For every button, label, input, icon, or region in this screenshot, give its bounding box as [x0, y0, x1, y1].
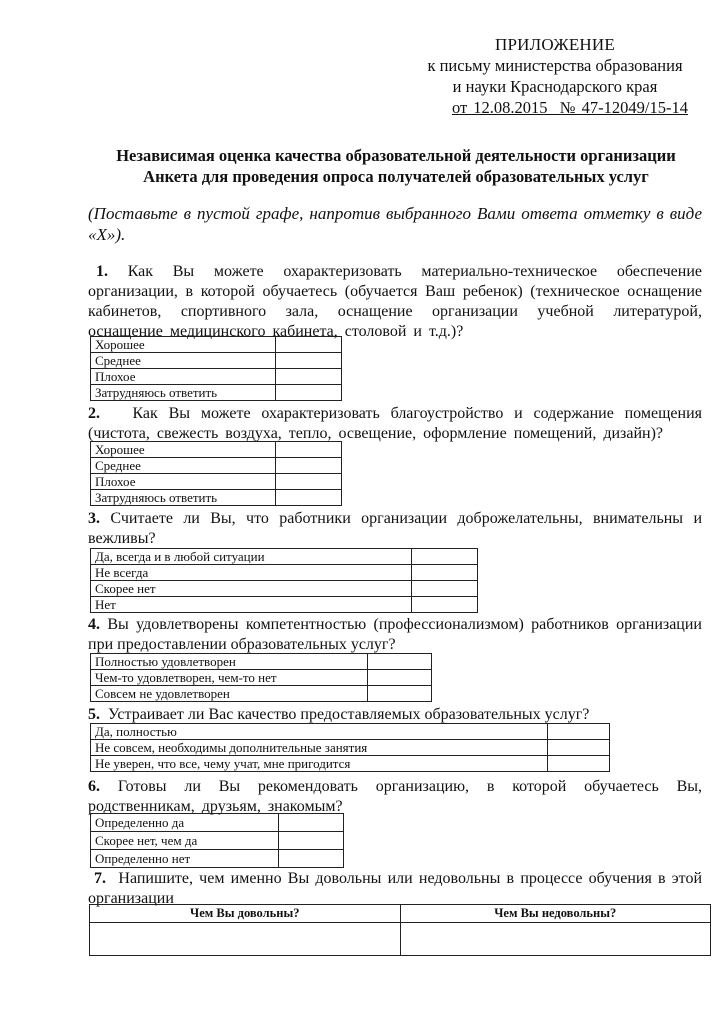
question-text: Готовы ли Вы рекомендовать организацию, в которой обучаетесь Вы, родственникам, друзьям, знакомым? [88, 778, 702, 815]
attachment-line-1: к письму министерства образования [427, 56, 683, 75]
answer-box[interactable] [279, 814, 344, 832]
question-text: Считаете ли Вы, что работники организации доброжелательны, внимательны и вежливы? [88, 510, 703, 547]
header-row [90, 905, 711, 923]
column-header-dissatisfied: Чем Вы недовольны? [400, 905, 711, 923]
answer-box[interactable] [368, 686, 432, 702]
option-row [91, 814, 344, 832]
option-row [91, 756, 610, 772]
answer-box[interactable] [412, 549, 478, 565]
question-text: Напишите, чем именно Вы довольны или недовольны в процессе обучения в этой организации [88, 870, 703, 907]
answer-box[interactable] [276, 442, 342, 458]
option-row [91, 490, 342, 506]
option-label: Скорее нет [91, 581, 412, 597]
option-row [91, 670, 432, 686]
instruction-text: (Поставьте в пустой графе, напротив выбранного Вами ответа отметку в виде «Х»). [88, 204, 702, 244]
option-row [91, 565, 478, 581]
question-text: Устраивает ли Вас качество предоставляемых образовательных услуг? [108, 706, 590, 723]
option-label: Не всегда [91, 565, 412, 581]
option-label: Чем-то удовлетворен, чем-то нет [91, 670, 368, 686]
question-number: 1. [96, 263, 108, 280]
answer-box[interactable] [412, 581, 478, 597]
answer-box[interactable] [276, 474, 342, 490]
option-row [91, 369, 342, 385]
option-row [91, 832, 344, 850]
question-text: Как Вы можете охарактеризовать благоустройство и содержание помещения (чистота, свежесть воздуха, тепло, освещение, оформление помещений, дизайн)? [88, 405, 702, 442]
answer-box[interactable] [548, 756, 610, 772]
answer-row [90, 923, 711, 956]
question-1-options [90, 336, 342, 401]
attachment-reference: от 12.08.2015 № 47-12049/15-14 [451, 98, 688, 117]
option-row [91, 740, 610, 756]
question-6-options [90, 813, 344, 868]
document-title [86, 145, 706, 187]
option-label: Хорошее [91, 337, 276, 353]
question-number: 5. [88, 706, 100, 723]
option-label: Определенно нет [91, 850, 279, 868]
answer-box[interactable] [276, 385, 342, 401]
answer-box[interactable] [548, 724, 610, 740]
question-3-options [90, 548, 478, 613]
question-number: 2. [88, 405, 100, 422]
question-7-table [89, 904, 711, 956]
question-2-options [90, 441, 342, 506]
option-label: Плохое [91, 369, 276, 385]
option-label: Затрудняюсь ответить [91, 385, 276, 401]
answer-box[interactable] [276, 490, 342, 506]
question-5 [88, 705, 702, 725]
option-label: Не совсем, необходимы дополнительные занятия [91, 740, 548, 756]
question-number: 4. [88, 616, 100, 633]
answer-box[interactable] [276, 458, 342, 474]
question-1 [88, 262, 702, 342]
attachment-line-2: и науки Краснодарского края [452, 77, 658, 96]
option-row [91, 850, 344, 868]
answer-box[interactable] [276, 337, 342, 353]
question-number: 3. [88, 510, 100, 527]
option-row [91, 686, 432, 702]
question-number: 7. [94, 870, 106, 887]
question-4 [88, 615, 702, 654]
option-row [91, 724, 610, 740]
option-row [91, 442, 342, 458]
option-row [91, 474, 342, 490]
option-row [91, 654, 432, 670]
option-label: Среднее [91, 458, 276, 474]
answer-box[interactable] [276, 369, 342, 385]
option-row [91, 549, 478, 565]
option-row [91, 337, 342, 353]
attachment-header [400, 34, 710, 118]
document-title-line-1: Независимая оценка качества образовательной деятельности организации [116, 146, 676, 165]
question-text: Как Вы можете охарактеризовать материально-техническое обеспечение организации, в которой обучаетесь (обучается Ваш ребенок) (техническое оснащение кабинетов, спортивного зала, оснащение организации учебной литературой, оснащение медицинского кабинета, столовой и т.д.)? [88, 263, 703, 340]
option-row [91, 385, 342, 401]
attachment-title: ПРИЛОЖЕНИЕ [495, 35, 615, 54]
question-5-options [90, 723, 610, 772]
question-number: 6. [88, 778, 100, 795]
answer-box[interactable] [279, 850, 344, 868]
option-label: Затрудняюсь ответить [91, 490, 276, 506]
option-label: Плохое [91, 474, 276, 490]
question-2 [88, 404, 702, 443]
option-row [91, 581, 478, 597]
option-label: Не уверен, что все, чему учат, мне пригодится [91, 756, 548, 772]
question-3 [88, 509, 702, 548]
document-title-line-2: Анкета для проведения опроса получателей образовательных услуг [143, 167, 649, 186]
option-label: Совсем не удовлетворен [91, 686, 368, 702]
question-6 [88, 777, 702, 816]
option-label: Да, полностью [91, 724, 548, 740]
column-header-satisfied: Чем Вы довольны? [90, 905, 401, 923]
option-label: Среднее [91, 353, 276, 369]
answer-box[interactable] [368, 654, 432, 670]
question-text: Вы удовлетворены компетентностью (профессионализмом) работников организации при предоставлении образовательных услуг? [88, 616, 702, 653]
question-7 [88, 869, 702, 908]
satisfied-answer-field[interactable] [90, 923, 401, 956]
answer-box[interactable] [276, 353, 342, 369]
answer-box[interactable] [279, 832, 344, 850]
question-4-options [90, 653, 432, 702]
answer-box[interactable] [548, 740, 610, 756]
option-label: Нет [91, 597, 412, 613]
answer-box[interactable] [412, 597, 478, 613]
answer-box[interactable] [368, 670, 432, 686]
answer-box[interactable] [412, 565, 478, 581]
dissatisfied-answer-field[interactable] [400, 923, 711, 956]
option-label: Хорошее [91, 442, 276, 458]
option-label: Да, всегда и в любой ситуации [91, 549, 412, 565]
option-row [91, 597, 478, 613]
option-row [91, 353, 342, 369]
option-row [91, 458, 342, 474]
option-label: Скорее нет, чем да [91, 832, 279, 850]
option-label: Определенно да [91, 814, 279, 832]
option-label: Полностью удовлетворен [91, 654, 368, 670]
